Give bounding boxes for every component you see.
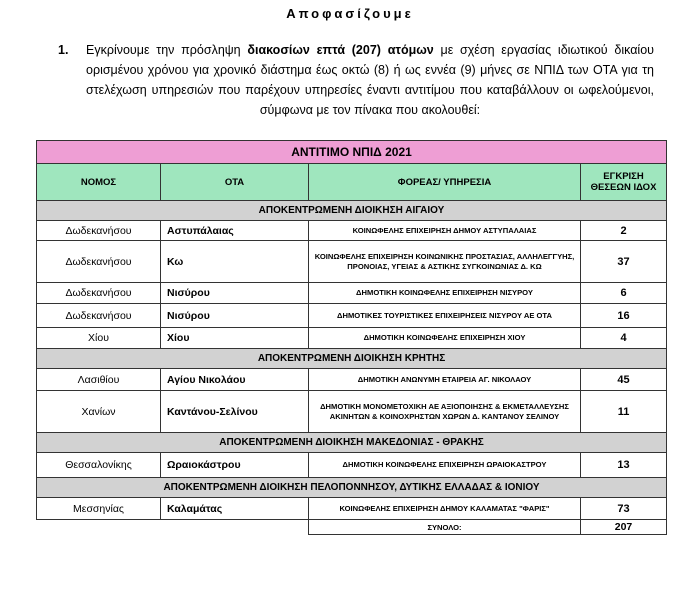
cell-count: 45 [581, 369, 667, 391]
table-row [37, 498, 667, 520]
cell-count: 2 [581, 221, 667, 241]
paragraph-pre: Εγκρίνουμε την πρόσληψη [86, 43, 248, 57]
region-row [37, 201, 667, 221]
cell-ota: Καντάνου-Σελίνου [161, 391, 309, 433]
cell-foreas: ΔΗΜΟΤΙΚΗ ΑΝΩΝΥΜΗ ΕΤΑΙΡΕΙΑ ΑΓ. ΝΙΚΟΛΑΟΥ [309, 369, 581, 391]
cell-nomos: Δωδεκανήσου [37, 221, 161, 241]
cell-foreas: ΔΗΜΟΤΙΚΗ ΚΟΙΝΩΦΕΛΗΣ ΕΠΙΧΕΙΡΗΣΗ ΩΡΑΙΟΚΑΣΤΡΟΥ [309, 453, 581, 478]
total-label: ΣΥΝΟΛΟ: [309, 520, 581, 535]
cell-count: 6 [581, 283, 667, 304]
region-row [37, 349, 667, 369]
cell-ota: Ωραιοκάστρου [161, 453, 309, 478]
cell-ota: Αγίου Νικολάου [161, 369, 309, 391]
cell-nomos: Δωδεκανήσου [37, 304, 161, 328]
cell-foreas: ΔΗΜΟΤΙΚΗ ΚΟΙΝΩΦΕΛΗΣ ΕΠΙΧΕΙΡΗΣΗ ΧΙΟΥ [309, 328, 581, 349]
table-row [37, 391, 667, 433]
cell-count: 37 [581, 241, 667, 283]
header-nomos: ΝΟΜΟΣ [37, 164, 161, 201]
cell-ota: Χίου [161, 328, 309, 349]
header-count: ΕΓΚΡΙΣΗ ΘΕΣΕΩΝ ΙΔΟΧ [581, 164, 667, 201]
decision-paragraph [44, 40, 654, 120]
table-row [37, 221, 667, 241]
cell-nomos: Χίου [37, 328, 161, 349]
paragraph-post: με σχέση εργασίας ιδιωτικού δικαίου ορισμένου χρόνου για χρονικό διάστημα έως οκτώ (8) ή ως εννέα (9) μήνες σε ΝΠΙΔ των ΟΤΑ για τη στελέχωση υπηρεσιών που παρέχουν υπηρεσίες έναντι αντιτίμου που καταβάλλουν οι ωφελούμενοι, σύμφωνα με τον πίνακα που ακολουθεί: [86, 43, 654, 117]
cell-nomos: Χανίων [37, 391, 161, 433]
table-row [37, 304, 667, 328]
total-spacer [37, 520, 161, 535]
region-name: ΑΠΟΚΕΝΤΡΩΜΕΝΗ ΔΙΟΙΚΗΣΗ ΚΡΗΤΗΣ [37, 349, 667, 369]
cell-count: 11 [581, 391, 667, 433]
table-row [37, 453, 667, 478]
cell-nomos: Δωδεκανήσου [37, 283, 161, 304]
cell-nomos: Μεσσηνίας [37, 498, 161, 520]
cell-ota: Αστυπάλαιας [161, 221, 309, 241]
region-row [37, 478, 667, 498]
cell-ota: Καλαμάτας [161, 498, 309, 520]
header-ota: ΟΤΑ [161, 164, 309, 201]
table-row [37, 328, 667, 349]
cell-nomos: Λασιθίου [37, 369, 161, 391]
total-value: 207 [581, 520, 667, 535]
cell-foreas: ΚΟΙΝΩΦΕΛΗΣ ΕΠΙΧΕΙΡΗΣΗ ΚΟΙΝΩΝΙΚΗΣ ΠΡΟΣΤΑΣΙΑΣ, ΑΛΛΗΛΕΓΓΥΗΣ, ΠΡΟΝΟΙΑΣ, ΥΓΕΙΑΣ & ΑΣΤΙΚΗΣ ΣΥΓΚΟΙΝΩΝΙΑΣ Δ. ΚΩ [309, 241, 581, 283]
paragraph-bold: διακοσίων επτά (207) ατόμων [247, 43, 434, 57]
paragraph-number: 1. [58, 43, 69, 57]
cell-ota: Νισύρου [161, 283, 309, 304]
page-heading: Αποφασίζουμε [286, 6, 414, 21]
cell-foreas: ΔΗΜΟΤΙΚΗ ΜΟΝΟΜΕΤΟΧΙΚΗ ΑΕ ΑΞΙΟΠΟΙΗΣΗΣ & ΕΚΜΕΤΑΛΛΕΥΣΗΣ ΑΚΙΝΗΤΩΝ & ΚΟΙΝΟΧΡΗΣΤΩΝ ΧΩΡΩΝ Δ. ΚΑΝΤΑΝΟΥ ΣΕΛΙΝΟΥ [309, 391, 581, 433]
region-name: ΑΠΟΚΕΝΤΡΩΜΕΝΗ ΔΙΟΙΚΗΣΗ ΜΑΚΕΔΟΝΙΑΣ - ΘΡΑΚΗΣ [37, 433, 667, 453]
cell-foreas: ΚΟΙΝΩΦΕΛΗΣ ΕΠΙΧΕΙΡΗΣΗ ΔΗΜΟΥ ΑΣΤΥΠΑΛΑΙΑΣ [309, 221, 581, 241]
table-title: ΑΝΤΙΤΙΜΟ ΝΠΙΔ 2021 [37, 141, 667, 164]
table-row [37, 283, 667, 304]
cell-ota: Κω [161, 241, 309, 283]
cell-count: 13 [581, 453, 667, 478]
cell-nomos: Δωδεκανήσου [37, 241, 161, 283]
total-spacer [161, 520, 309, 535]
table-title-row [37, 141, 667, 164]
header-foreas: ΦΟΡΕΑΣ/ ΥΠΗΡΕΣΙΑ [309, 164, 581, 201]
paragraph-text [86, 40, 654, 120]
total-row [37, 520, 667, 535]
cell-count: 16 [581, 304, 667, 328]
table-header-row [37, 164, 667, 201]
cell-ota: Νισύρου [161, 304, 309, 328]
region-row [37, 433, 667, 453]
cell-nomos: Θεσσαλονίκης [37, 453, 161, 478]
cell-count: 73 [581, 498, 667, 520]
table-row [37, 369, 667, 391]
cell-foreas: ΔΗΜΟΤΙΚΗ ΚΟΙΝΩΦΕΛΗΣ ΕΠΙΧΕΙΡΗΣΗ ΝΙΣΥΡΟΥ [309, 283, 581, 304]
positions-table [36, 140, 667, 535]
region-name: ΑΠΟΚΕΝΤΡΩΜΕΝΗ ΔΙΟΙΚΗΣΗ ΠΕΛΟΠΟΝΝΗΣΟΥ, ΔΥΤΙΚΗΣ ΕΛΛΑΔΑΣ & ΙΟΝΙΟΥ [37, 478, 667, 498]
region-name: ΑΠΟΚΕΝΤΡΩΜΕΝΗ ΔΙΟΙΚΗΣΗ ΑΙΓΑΙΟΥ [37, 201, 667, 221]
table-row [37, 241, 667, 283]
cell-foreas: ΚΟΙΝΩΦΕΛΗΣ ΕΠΙΧΕΙΡΗΣΗ ΔΗΜΟΥ ΚΑΛΑΜΑΤΑΣ "ΦΑΡΙΣ" [309, 498, 581, 520]
cell-foreas: ΔΗΜΟΤΙΚΕΣ ΤΟΥΡΙΣΤΙΚΕΣ ΕΠΙΧΕΙΡΗΣΕΙΣ ΝΙΣΥΡΟΥ ΑΕ ΟΤΑ [309, 304, 581, 328]
cell-count: 4 [581, 328, 667, 349]
